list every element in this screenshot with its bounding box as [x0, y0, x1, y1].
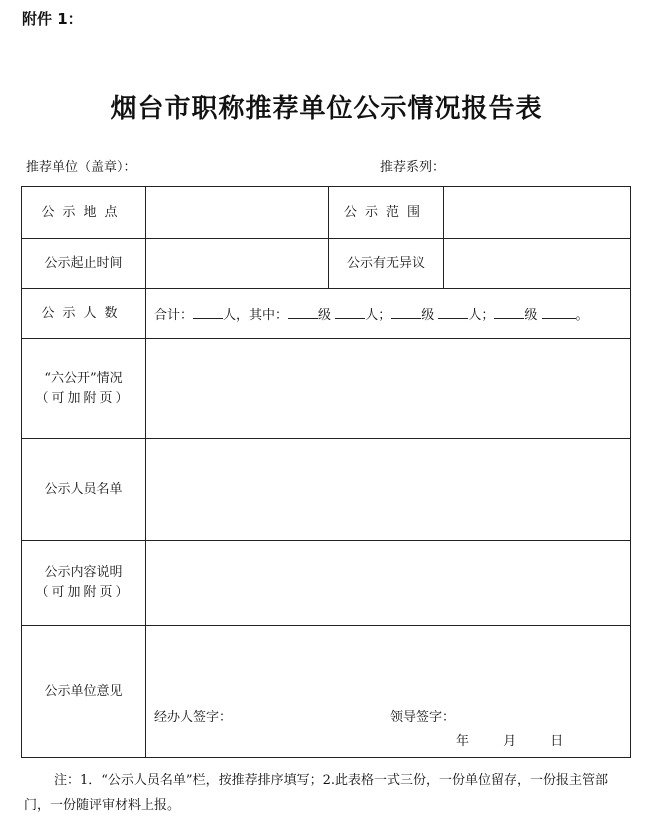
footer-note: 注：1．“公示人员名单”栏，按推荐排序填写；2.此表格一式三份，一份单位留存，一份报主管部门，一份随评审材料上报。 [24, 773, 608, 813]
six-open-label-line1: “六公开”情况 [44, 370, 123, 386]
blank-level-1[interactable] [288, 306, 318, 319]
row-personnel [22, 439, 631, 541]
row-period [22, 239, 631, 289]
count-end: 。 [575, 308, 589, 323]
recommending-unit-label: 推荐单位（盖章）： [26, 160, 137, 175]
row-opinion [22, 626, 631, 758]
count-person-1: 人； [365, 308, 392, 323]
six-open-field[interactable] [146, 339, 631, 439]
period-label: 公示起止时间 [22, 239, 146, 289]
scope-field[interactable] [444, 187, 631, 239]
opinion-label: 公示单位意见 [22, 626, 146, 758]
blank-level-3[interactable] [494, 306, 524, 319]
count-level-2: 级 [421, 308, 435, 323]
count-person-among: 人，其中： [223, 308, 289, 323]
content-field[interactable] [146, 541, 631, 626]
count-total-label: 合计： [154, 308, 194, 323]
date-line: 年 月 日 [456, 734, 564, 749]
personnel-list-label: 公示人员名单 [22, 439, 146, 541]
location-field[interactable] [146, 187, 329, 239]
page-title: 烟台市职称推荐单位公示情况报告表 [110, 94, 543, 124]
attachment-label: 附件 1： [22, 10, 83, 28]
count-person-2: 人； [468, 308, 495, 323]
six-open-label [22, 339, 146, 439]
blank-person-1[interactable] [335, 306, 365, 319]
objection-field[interactable] [444, 239, 631, 289]
publicity-report-form [21, 186, 631, 758]
row-count [22, 289, 631, 339]
row-content [22, 541, 631, 626]
recommending-series-label: 推荐系列： [380, 160, 446, 175]
opinion-field[interactable] [146, 626, 631, 758]
blank-person-2[interactable] [438, 306, 468, 319]
leader-signature-label: 领导签字： [390, 710, 456, 725]
count-field[interactable] [146, 289, 631, 339]
six-open-label-line2: （可加附页） [35, 390, 132, 406]
blank-level-2[interactable] [391, 306, 421, 319]
count-level-1: 级 [318, 308, 332, 323]
blank-person-3[interactable] [542, 306, 576, 319]
content-label [22, 541, 146, 626]
scope-label: 公示范围 [329, 187, 444, 239]
row-six-open [22, 339, 631, 439]
location-label: 公示地点 [22, 187, 146, 239]
handler-signature-label: 经办人签字： [154, 710, 233, 725]
row-location [22, 187, 631, 239]
blank-total[interactable] [193, 306, 223, 319]
count-level-3: 级 [524, 308, 538, 323]
content-label-line1: 公示内容说明 [44, 565, 123, 580]
objection-label: 公示有无异议 [329, 239, 444, 289]
content-label-line2: （可加附页） [35, 585, 132, 600]
period-field[interactable] [146, 239, 329, 289]
personnel-list-field[interactable] [146, 439, 631, 541]
count-label: 公示人数 [22, 289, 146, 339]
